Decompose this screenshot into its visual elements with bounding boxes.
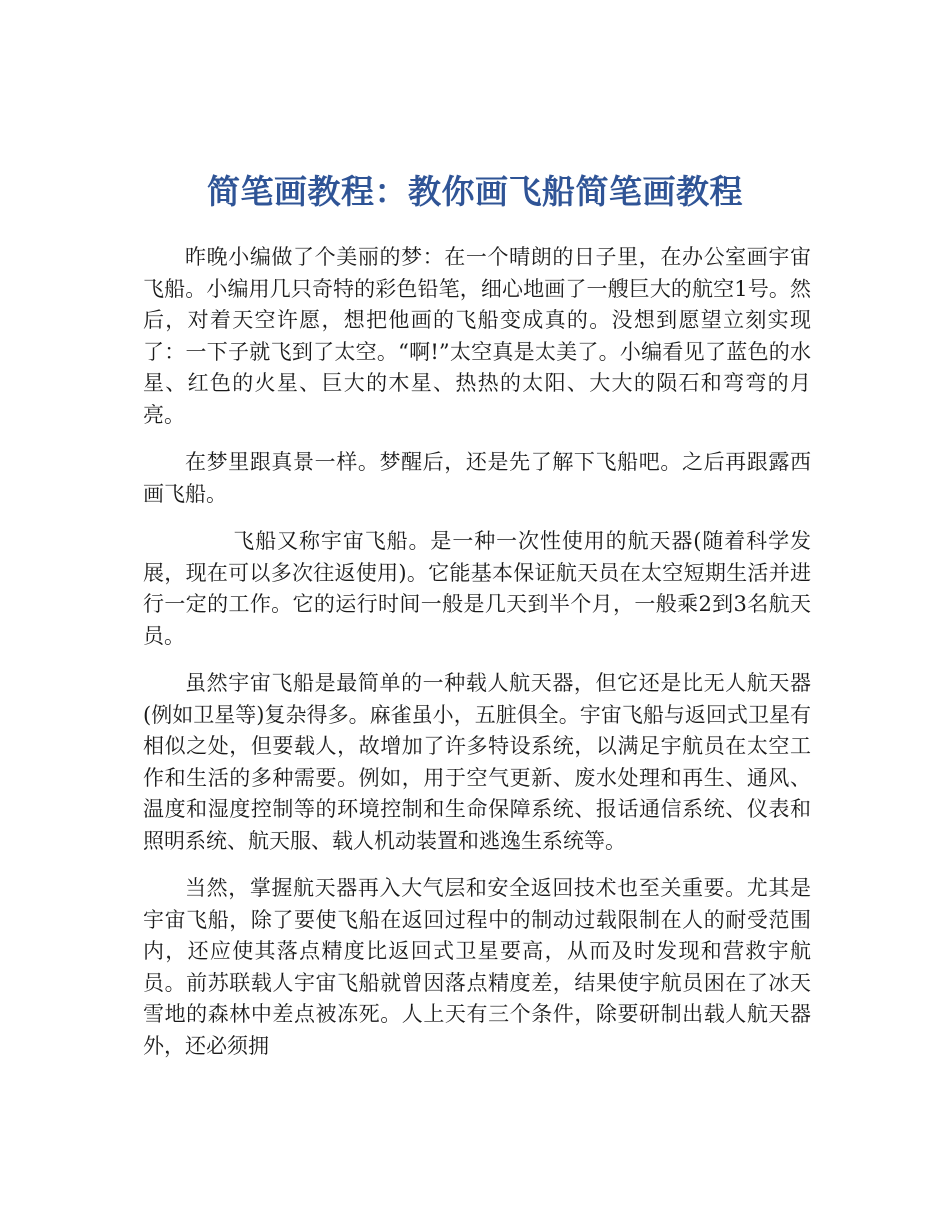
paragraph-reentry: 当然，掌握航天器再入大气层和安全返回技术也至关重要。尤其是宇宙飞船，除了要使飞船在返回过程中的制动过载限制在人的耐受范围内，还应使其落点精度比返回式卫星要高，从而及时发现和营救宇航员。前苏联载人宇宙飞船就曾因落点精度差，结果使宇航员困在了冰天雪地的森林中差点被冻死。人上天有三个条件，除要研制出载人航天器外，还必须拥 bbox=[143, 876, 811, 1058]
paragraph-wake-up: 在梦里跟真景一样。梦醒后，还是先了解下飞船吧。之后再跟露西画飞船。 bbox=[143, 450, 811, 506]
paragraph-spaceship-systems: 虽然宇宙飞船是最简单的一种载人航天器，但它还是比无人航天器(例如卫星等)复杂得多。麻雀虽小，五脏俱全。宇宙飞船与返回式卫星有相似之处，但要载人，故增加了许多特设系统，以满足宇航员在太空工作和生活的多种需要。例如，用于空气更新、废水处理和再生、通风、温度和湿度控制等的环境控制和生命保障系统、报话通信系统、仪表和照明系统、航天服、载人机动装置和逃逸生系统等。 bbox=[143, 671, 811, 853]
paragraph-dream: 昨晚小编做了个美丽的梦：在一个晴朗的日子里，在办公室画宇宙飞船。小编用几只奇特的彩色铅笔，细心地画了一艘巨大的航空1号。然后，对着天空许愿，想把他画的飞船变成真的。没想到愿望立刻实现了：一下子就飞到了太空。“啊!”太空真是太美了。小编看见了蓝色的水星、红色的火星、巨大的木星、热热的太阳、大大的陨石和弯弯的月亮。 bbox=[143, 245, 811, 427]
document-title: 简笔画教程：教你画飞船简笔画教程 bbox=[207, 172, 743, 212]
paragraph-spaceship-definition: 飞船又称宇宙飞船。是一种一次性使用的航天器(随着科学发展，现在可以多次往返使用)。它能基本保证航天员在太空短期生活并进行一定的工作。它的运行时间一般是几天到半个月，一般乘2到3名航天员。 bbox=[143, 529, 811, 648]
document-body bbox=[143, 242, 811, 1078]
